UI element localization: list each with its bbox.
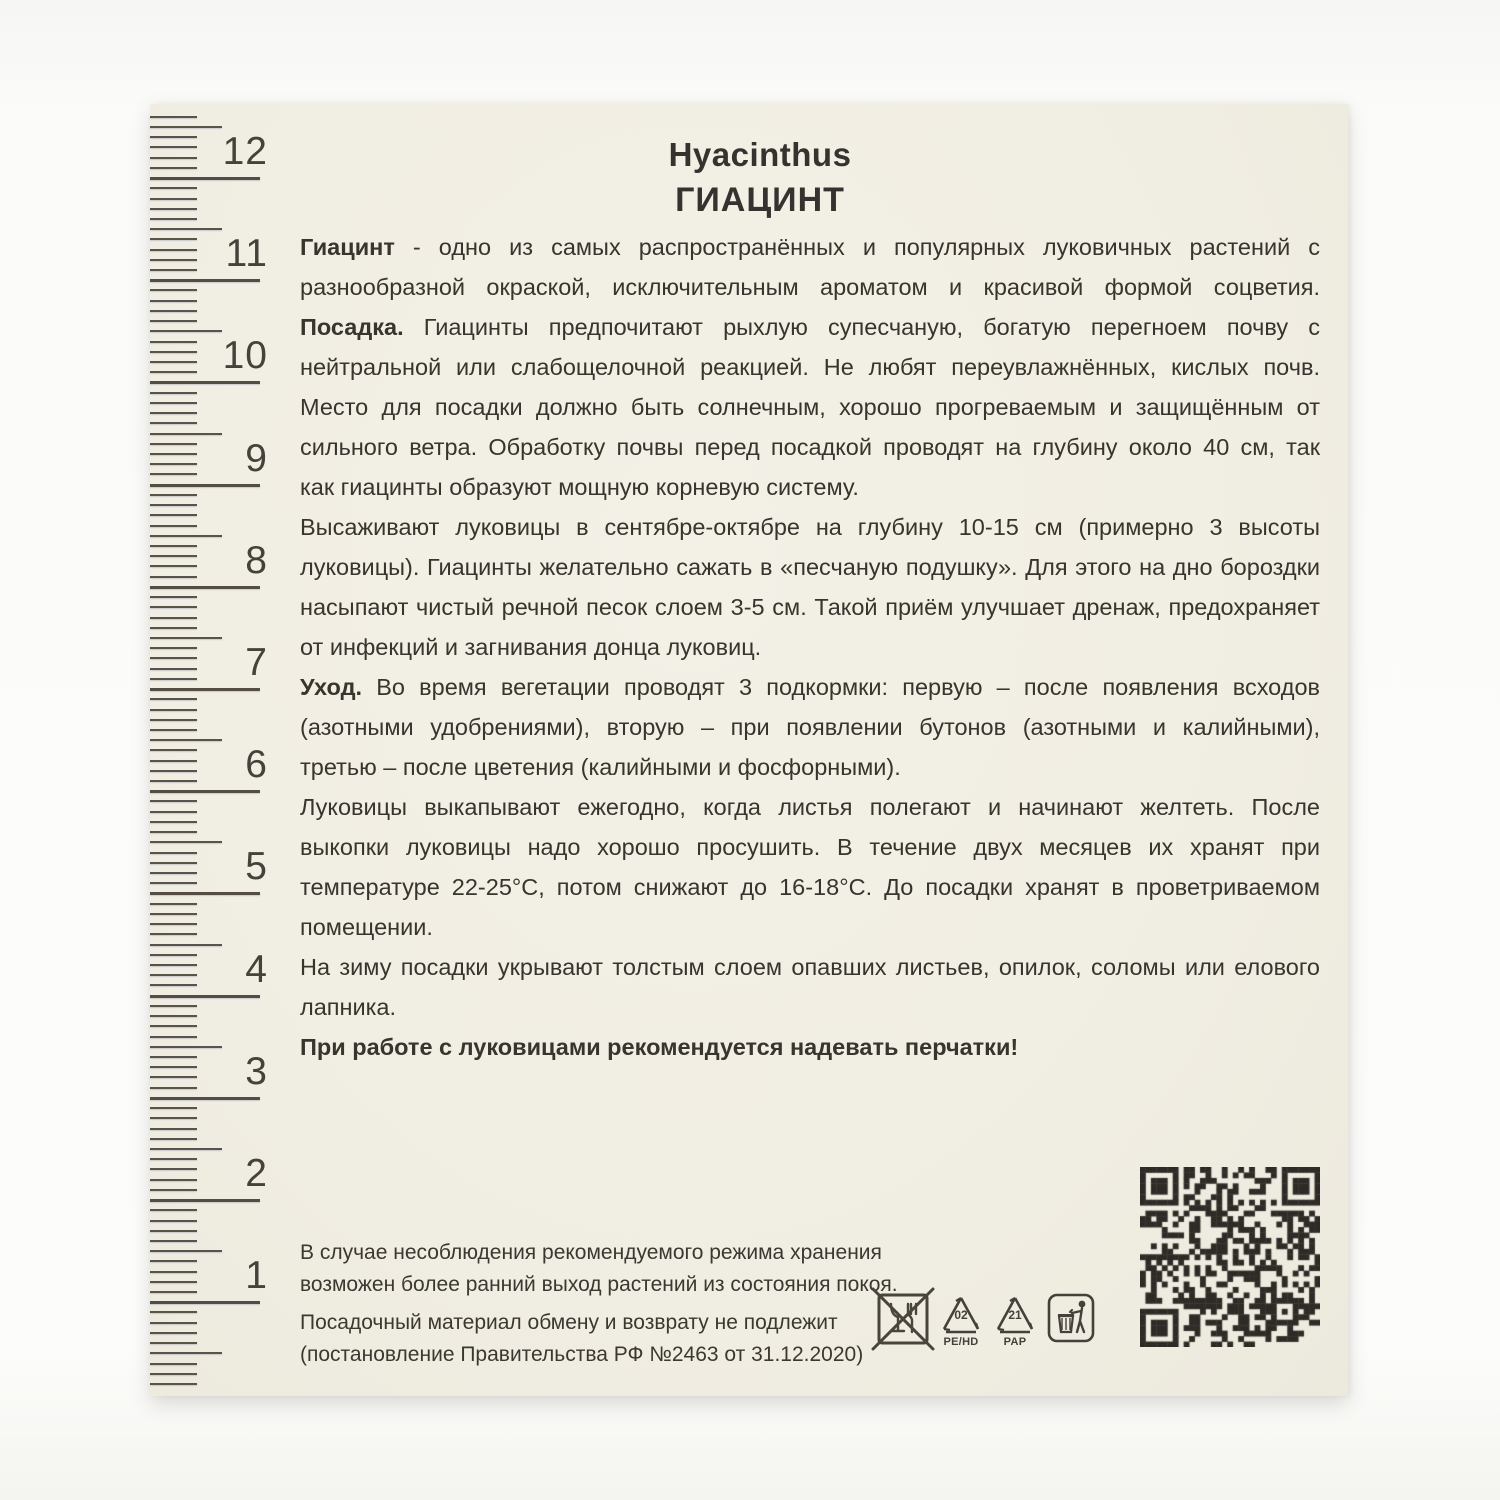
ruler-tick <box>150 1301 260 1304</box>
ruler-tick <box>150 289 197 291</box>
no-food-contact-icon <box>870 1286 936 1352</box>
ruler-tick <box>150 811 197 813</box>
body-line: насыпают чистый речной песок слоем 3-5 см. Такой приём улучшает дренаж, предохраняет <box>300 594 1320 620</box>
ruler-number: 6 <box>245 743 268 787</box>
ruler-tick <box>150 330 222 332</box>
body-line: Уход. Во время вегетации проводят 3 подкормки: первую – после появления всходов <box>300 674 1320 700</box>
ruler-tick <box>150 228 222 230</box>
return-note-line: Посадочный материал обмену и возврату не подлежит <box>300 1311 838 1334</box>
ruler-number: 11 <box>225 232 268 276</box>
ruler-tick <box>150 627 197 629</box>
ruler-tick <box>150 1332 197 1334</box>
ruler-number: 10 <box>222 334 268 378</box>
body-line: На зиму посадки укрывают толстым слоем опавших листьев, опилок, соломы или елового <box>300 954 1320 980</box>
ruler-tick <box>150 1209 197 1211</box>
ruler-tick <box>150 1230 197 1232</box>
ruler-number: 3 <box>245 1049 268 1093</box>
ruler-tick <box>150 709 197 711</box>
seed-packet-back <box>150 104 1348 1396</box>
ruler-tick <box>150 218 197 220</box>
ruler-tick <box>150 1097 260 1100</box>
ruler-tick <box>150 688 260 691</box>
ruler-tick <box>150 177 260 180</box>
ruler-tick <box>150 126 222 128</box>
title-cyrillic: ГИАЦИНТ <box>675 181 845 219</box>
ruler-tick <box>150 187 197 189</box>
ruler-tick <box>150 1220 197 1222</box>
ruler-tick <box>150 504 197 506</box>
keep-tidy-icon <box>1046 1292 1096 1344</box>
ruler-tick <box>150 1117 197 1119</box>
ruler-tick <box>150 310 197 312</box>
body-line: Гиацинт - одно из самых распространённых и популярных луковичных растений с <box>300 234 1320 260</box>
ruler-number: 12 <box>222 130 268 173</box>
qr-code <box>1140 1167 1320 1347</box>
legal-notes <box>300 1237 940 1371</box>
ruler-tick <box>150 116 197 118</box>
return-note-line: (постановление Правительства РФ №2463 от 31.12.2020) <box>300 1343 864 1366</box>
ruler-tick <box>150 933 197 935</box>
ruler-tick <box>150 698 197 700</box>
ruler-tick <box>150 1352 222 1354</box>
ruler-number: 1 <box>245 1254 268 1298</box>
ruler-tick <box>150 1311 197 1313</box>
ruler-tick <box>150 903 197 905</box>
body-line: Посадка. Гиацинты предпочитают рыхлую супесчаную, богатую перегноем почву с <box>300 314 1320 340</box>
ruler-tick <box>150 944 222 946</box>
ruler-tick <box>150 1138 197 1140</box>
ruler-tick <box>150 208 197 210</box>
ruler-tick <box>150 1342 197 1344</box>
ruler-tick <box>150 1107 197 1109</box>
ruler-tick <box>150 320 197 322</box>
body-line: сильного ветра. Обработку почвы перед посадкой проводят на глубину около 40 см, так <box>300 434 1320 460</box>
ruler-tick <box>150 1148 222 1150</box>
ruler-tick <box>150 402 197 404</box>
body-line: При работе с луковицами рекомендуется надевать перчатки! <box>300 1034 1019 1060</box>
body-line: (азотными удобрениями), вторую – при появлении бутонов (азотными и калийными), <box>300 714 1320 740</box>
ruler-tick <box>150 1005 197 1007</box>
body-line: помещении. <box>300 914 433 940</box>
ruler-tick <box>150 596 197 598</box>
page-title <box>300 133 1220 223</box>
ruler-tick <box>150 1025 197 1027</box>
ruler-tick <box>150 1046 222 1048</box>
ruler-tick <box>150 484 260 487</box>
body-line: Высаживают луковицы в сентябре-октябре на глубину 10-15 см (примерно 3 высоты <box>300 514 1320 540</box>
body-line: Луковицы выкапывают ежегодно, когда листья полегают и начинают желтеть. После <box>300 794 1320 820</box>
ruler-tick <box>150 1199 260 1202</box>
ruler-tick <box>150 739 222 741</box>
ruler-tick <box>150 1383 197 1385</box>
ruler-tick <box>150 637 222 639</box>
ruler-tick <box>150 1363 197 1365</box>
ruler-tick <box>150 1250 222 1252</box>
ruler-tick <box>150 381 260 384</box>
body-line: нейтральной или слабощелочной реакцией. Не любят переувлажнённых, кислых почв. <box>300 354 1320 380</box>
ruler-number: 5 <box>245 845 268 889</box>
ruler-tick <box>150 841 222 843</box>
ruler-tick <box>150 198 197 200</box>
ruler-tick <box>150 412 197 414</box>
ruler-tick <box>150 729 197 731</box>
ruler-number: 9 <box>245 436 268 480</box>
body-line: температуре 22-25°С, потом снижают до 16-18°С. До посадки хранят в проветриваемом <box>300 874 1320 900</box>
recycling-pap-icon <box>993 1294 1037 1348</box>
ruler-tick <box>150 719 197 721</box>
ruler-tick <box>150 923 197 925</box>
body-line: разнообразной окраской, исключительным ароматом и красивой формой соцветия. <box>300 274 1320 300</box>
ruler-number: 8 <box>245 538 268 582</box>
ruler-tick <box>150 606 197 608</box>
ruler-tick <box>150 821 197 823</box>
recycling-code: 02 <box>954 1308 968 1322</box>
ruler-tick <box>150 392 197 394</box>
ruler-tick <box>150 586 260 589</box>
ruler-tick <box>150 617 197 619</box>
ruler-tick <box>150 831 197 833</box>
body-line: как гиацинты образуют мощную корневую систему. <box>300 474 859 500</box>
body-line: Место для посадки должно быть солнечным, хорошо прогреваемым и защищённым от <box>300 394 1320 420</box>
ruler-number: 7 <box>245 641 268 684</box>
ruler-number: 4 <box>245 947 268 991</box>
ruler-tick <box>150 494 197 496</box>
ruler-tick <box>150 1128 197 1130</box>
body-line: луковицы). Гиацинты желательно сажать в «песчаную подушку». Для этого на дно бороздки <box>300 554 1320 580</box>
storage-note-line: В случае несоблюдения рекомендуемого режима хранения <box>300 1241 882 1264</box>
body-line: лапника. <box>300 994 397 1020</box>
ruler-tick <box>150 1373 197 1375</box>
ruler-tick <box>150 300 197 302</box>
recycling-label: PAP <box>1003 1336 1027 1348</box>
title-latin: Hyacinthus <box>668 136 852 173</box>
ruler-tick <box>150 535 222 537</box>
ruler-tick <box>150 422 197 424</box>
ruler-tick <box>150 1015 197 1017</box>
body-line: третью – после цветения (калийными и фосфорными). <box>300 754 901 780</box>
recycling-pehd-icon <box>939 1294 983 1348</box>
ruler-tick <box>150 1322 197 1324</box>
ruler-tick <box>150 1240 197 1242</box>
ruler-tick <box>150 995 260 998</box>
ruler-tick <box>150 790 260 793</box>
ruler-number: 2 <box>245 1152 268 1195</box>
recycling-code: 21 <box>1008 1308 1022 1322</box>
body-text <box>300 227 1320 1067</box>
ruler-tick <box>150 279 260 282</box>
ruler-tick <box>150 514 197 516</box>
ruler-tick <box>150 800 197 802</box>
ruler-tick <box>150 525 197 527</box>
ruler-tick <box>150 1036 197 1038</box>
recycling-label: PE/HD <box>943 1336 979 1348</box>
body-line: выкопки луковицы надо хорошо просушить. В течение двух месяцев их хранят при <box>300 834 1320 860</box>
body-line: от инфекций и загнивания донца луковиц. <box>300 634 762 660</box>
ruler-tick <box>150 433 222 435</box>
ruler-tick <box>150 892 260 895</box>
ruler-tick <box>150 913 197 915</box>
storage-note-line: возможен более ранний выход растений из состояния покоя. <box>300 1273 898 1296</box>
